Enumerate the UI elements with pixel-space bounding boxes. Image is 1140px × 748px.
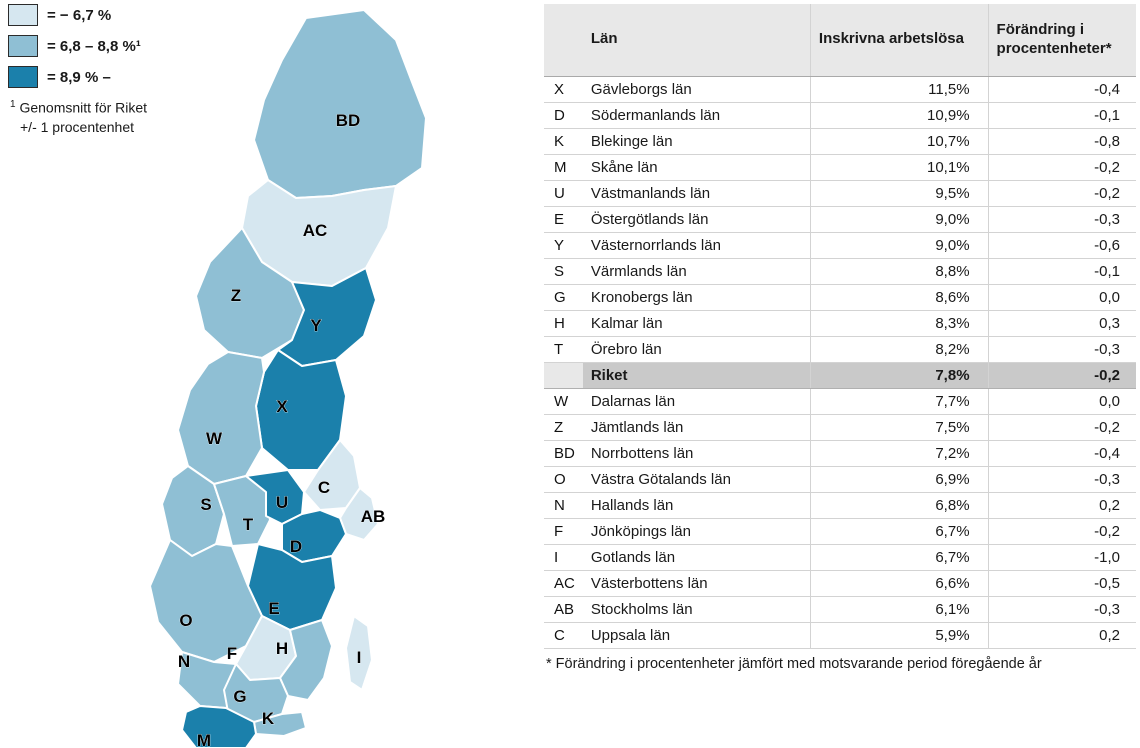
- map-label-G: G: [233, 687, 247, 706]
- cell-unemployed: 10,7%: [810, 128, 988, 154]
- cell-county: Västmanlands län: [583, 180, 811, 206]
- map-label-I: I: [356, 648, 362, 667]
- cell-unemployed: 8,6%: [810, 284, 988, 310]
- cell-change: -0,2: [988, 518, 1136, 544]
- legend-swatch-low: [8, 4, 38, 26]
- table-row[interactable]: [544, 414, 1136, 440]
- cell-change: -0,2: [988, 362, 1136, 388]
- cell-unemployed: 8,3%: [810, 310, 988, 336]
- cell-change: -0,1: [988, 102, 1136, 128]
- map-label-F: F: [226, 644, 238, 663]
- cell-county: Jönköpings län: [583, 518, 811, 544]
- cell-code: F: [544, 518, 583, 544]
- legend-footnote-marker: 1: [10, 99, 16, 110]
- sweden-choropleth-map: [96, 0, 516, 748]
- cell-code: G: [544, 284, 583, 310]
- cell-county: Blekinge län: [583, 128, 811, 154]
- cell-unemployed: 7,8%: [810, 362, 988, 388]
- cell-county: Västernorrlands län: [583, 232, 811, 258]
- map-label-AC: AC: [302, 221, 328, 240]
- map-region-BD[interactable]: [254, 10, 426, 198]
- legend-label-low: = − 6,7 %: [47, 6, 112, 24]
- cell-unemployed: 8,8%: [810, 258, 988, 284]
- cell-unemployed: 9,0%: [810, 232, 988, 258]
- cell-code: I: [544, 544, 583, 570]
- cell-change: -0,8: [988, 128, 1136, 154]
- cell-unemployed: 6,7%: [810, 544, 988, 570]
- legend-swatch-mid: [8, 35, 38, 57]
- map-label-E: E: [268, 599, 280, 618]
- table-row[interactable]: [544, 440, 1136, 466]
- map-region-W[interactable]: [178, 352, 264, 484]
- cell-unemployed: 6,8%: [810, 492, 988, 518]
- cell-unemployed: 6,6%: [810, 570, 988, 596]
- cell-county: Norrbottens län: [583, 440, 811, 466]
- cell-county: Hallands län: [583, 492, 811, 518]
- cell-code: S: [544, 258, 583, 284]
- cell-code: N: [544, 492, 583, 518]
- table-row[interactable]: [544, 154, 1136, 180]
- cell-code: T: [544, 336, 583, 362]
- cell-code: W: [544, 388, 583, 414]
- table-row[interactable]: [544, 128, 1136, 154]
- cell-county: Värmlands län: [583, 258, 811, 284]
- table-row[interactable]: [544, 102, 1136, 128]
- column-header-county: Län: [583, 4, 811, 76]
- cell-county: Västra Götalands län: [583, 466, 811, 492]
- map-label-T: T: [242, 515, 254, 534]
- cell-change: -1,0: [988, 544, 1136, 570]
- cell-change: -0,2: [988, 180, 1136, 206]
- map-label-H: H: [275, 639, 289, 658]
- cell-unemployed: 11,5%: [810, 76, 988, 102]
- table-row[interactable]: [544, 258, 1136, 284]
- cell-unemployed: 6,1%: [810, 596, 988, 622]
- map-label-C: C: [317, 478, 331, 497]
- cell-unemployed: 6,9%: [810, 466, 988, 492]
- unemployment-table: [544, 4, 1136, 649]
- cell-county: Gävleborgs län: [583, 76, 811, 102]
- legend-swatch-high: [8, 66, 38, 88]
- cell-change: -0,3: [988, 596, 1136, 622]
- column-header-unemployed: Inskrivna arbetslösa: [810, 4, 988, 76]
- table-row[interactable]: [544, 518, 1136, 544]
- cell-unemployed: 9,0%: [810, 206, 988, 232]
- map-label-AB: AB: [360, 507, 386, 526]
- column-header-code: [544, 4, 583, 76]
- cell-code: H: [544, 310, 583, 336]
- cell-code: D: [544, 102, 583, 128]
- table-row[interactable]: [544, 544, 1136, 570]
- map-label-S: S: [200, 495, 212, 514]
- cell-code: Y: [544, 232, 583, 258]
- cell-county: Örebro län: [583, 336, 811, 362]
- table-row[interactable]: [544, 336, 1136, 362]
- cell-code: Z: [544, 414, 583, 440]
- table-row[interactable]: [544, 622, 1136, 648]
- cell-code: O: [544, 466, 583, 492]
- column-header-change: Förändring i procentenheter*: [988, 4, 1136, 76]
- cell-change: -0,4: [988, 440, 1136, 466]
- cell-change: -0,3: [988, 206, 1136, 232]
- cell-county: Östergötlands län: [583, 206, 811, 232]
- cell-unemployed: 7,7%: [810, 388, 988, 414]
- cell-unemployed: 6,7%: [810, 518, 988, 544]
- table-body: [544, 76, 1136, 648]
- cell-unemployed: 10,9%: [810, 102, 988, 128]
- table-row[interactable]: [544, 466, 1136, 492]
- cell-unemployed: 9,5%: [810, 180, 988, 206]
- cell-county: Södermanlands län: [583, 102, 811, 128]
- cell-code: M: [544, 154, 583, 180]
- cell-unemployed: 7,2%: [810, 440, 988, 466]
- cell-code: BD: [544, 440, 583, 466]
- table-row[interactable]: [544, 284, 1136, 310]
- cell-county: Kronobergs län: [583, 284, 811, 310]
- map-label-Y: Y: [310, 316, 322, 335]
- cell-code: X: [544, 76, 583, 102]
- cell-code: AC: [544, 570, 583, 596]
- cell-code: [544, 362, 583, 388]
- cell-change: -0,3: [988, 336, 1136, 362]
- cell-county: Riket: [583, 362, 811, 388]
- cell-code: AB: [544, 596, 583, 622]
- table-header-row: [544, 4, 1136, 76]
- map-label-M: M: [196, 731, 212, 748]
- cell-county: Uppsala län: [583, 622, 811, 648]
- cell-change: -0,1: [988, 258, 1136, 284]
- legend-label-high: = 8,9 % –: [47, 68, 111, 86]
- map-label-D: D: [289, 537, 303, 556]
- unemployment-table-wrapper: [544, 4, 1136, 674]
- cell-change: 0,2: [988, 492, 1136, 518]
- cell-change: -0,3: [988, 466, 1136, 492]
- table-row-riket[interactable]: [544, 362, 1136, 388]
- table-row[interactable]: [544, 388, 1136, 414]
- legend-label-mid: = 6,8 – 8,8 %¹: [47, 37, 141, 55]
- map-label-Z: Z: [230, 286, 242, 305]
- cell-county: Kalmar län: [583, 310, 811, 336]
- table-row[interactable]: [544, 492, 1136, 518]
- cell-county: Gotlands län: [583, 544, 811, 570]
- cell-change: -0,4: [988, 76, 1136, 102]
- cell-unemployed: 8,2%: [810, 336, 988, 362]
- cell-county: Västerbottens län: [583, 570, 811, 596]
- table-row[interactable]: [544, 570, 1136, 596]
- cell-change: -0,5: [988, 570, 1136, 596]
- cell-unemployed: 10,1%: [810, 154, 988, 180]
- table-header: [544, 4, 1136, 76]
- cell-county: Jämtlands län: [583, 414, 811, 440]
- map-label-O: O: [179, 611, 193, 630]
- table-row[interactable]: [544, 76, 1136, 102]
- cell-code: K: [544, 128, 583, 154]
- map-label-BD: BD: [335, 111, 361, 130]
- cell-code: E: [544, 206, 583, 232]
- cell-county: Stockholms län: [583, 596, 811, 622]
- cell-change: 0,0: [988, 284, 1136, 310]
- cell-change: 0,0: [988, 388, 1136, 414]
- cell-change: 0,3: [988, 310, 1136, 336]
- cell-code: C: [544, 622, 583, 648]
- legend-footnote-line1: Genomsnitt för Riket: [15, 99, 148, 116]
- table-row[interactable]: [544, 232, 1136, 258]
- cell-unemployed: 7,5%: [810, 414, 988, 440]
- cell-change: -0,2: [988, 414, 1136, 440]
- table-row[interactable]: [544, 310, 1136, 336]
- map-label-X: X: [276, 397, 288, 416]
- map-label-N: N: [177, 652, 191, 671]
- cell-change: 0,2: [988, 622, 1136, 648]
- table-row[interactable]: [544, 180, 1136, 206]
- map-region-O[interactable]: [150, 540, 262, 662]
- legend-footnote-line2: +/- 1 procentenhet: [20, 118, 135, 135]
- cell-county: Dalarnas län: [583, 388, 811, 414]
- table-row[interactable]: [544, 206, 1136, 232]
- cell-code: U: [544, 180, 583, 206]
- map-label-W: W: [205, 429, 223, 448]
- cell-change: -0,2: [988, 154, 1136, 180]
- table-footnote: * Förändring i procentenheter jämfört med motsvarande period föregående år: [546, 655, 1042, 672]
- table-row[interactable]: [544, 596, 1136, 622]
- cell-change: -0,6: [988, 232, 1136, 258]
- cell-county: Skåne län: [583, 154, 811, 180]
- cell-unemployed: 5,9%: [810, 622, 988, 648]
- map-label-U: U: [275, 493, 289, 512]
- map-label-K: K: [261, 709, 275, 728]
